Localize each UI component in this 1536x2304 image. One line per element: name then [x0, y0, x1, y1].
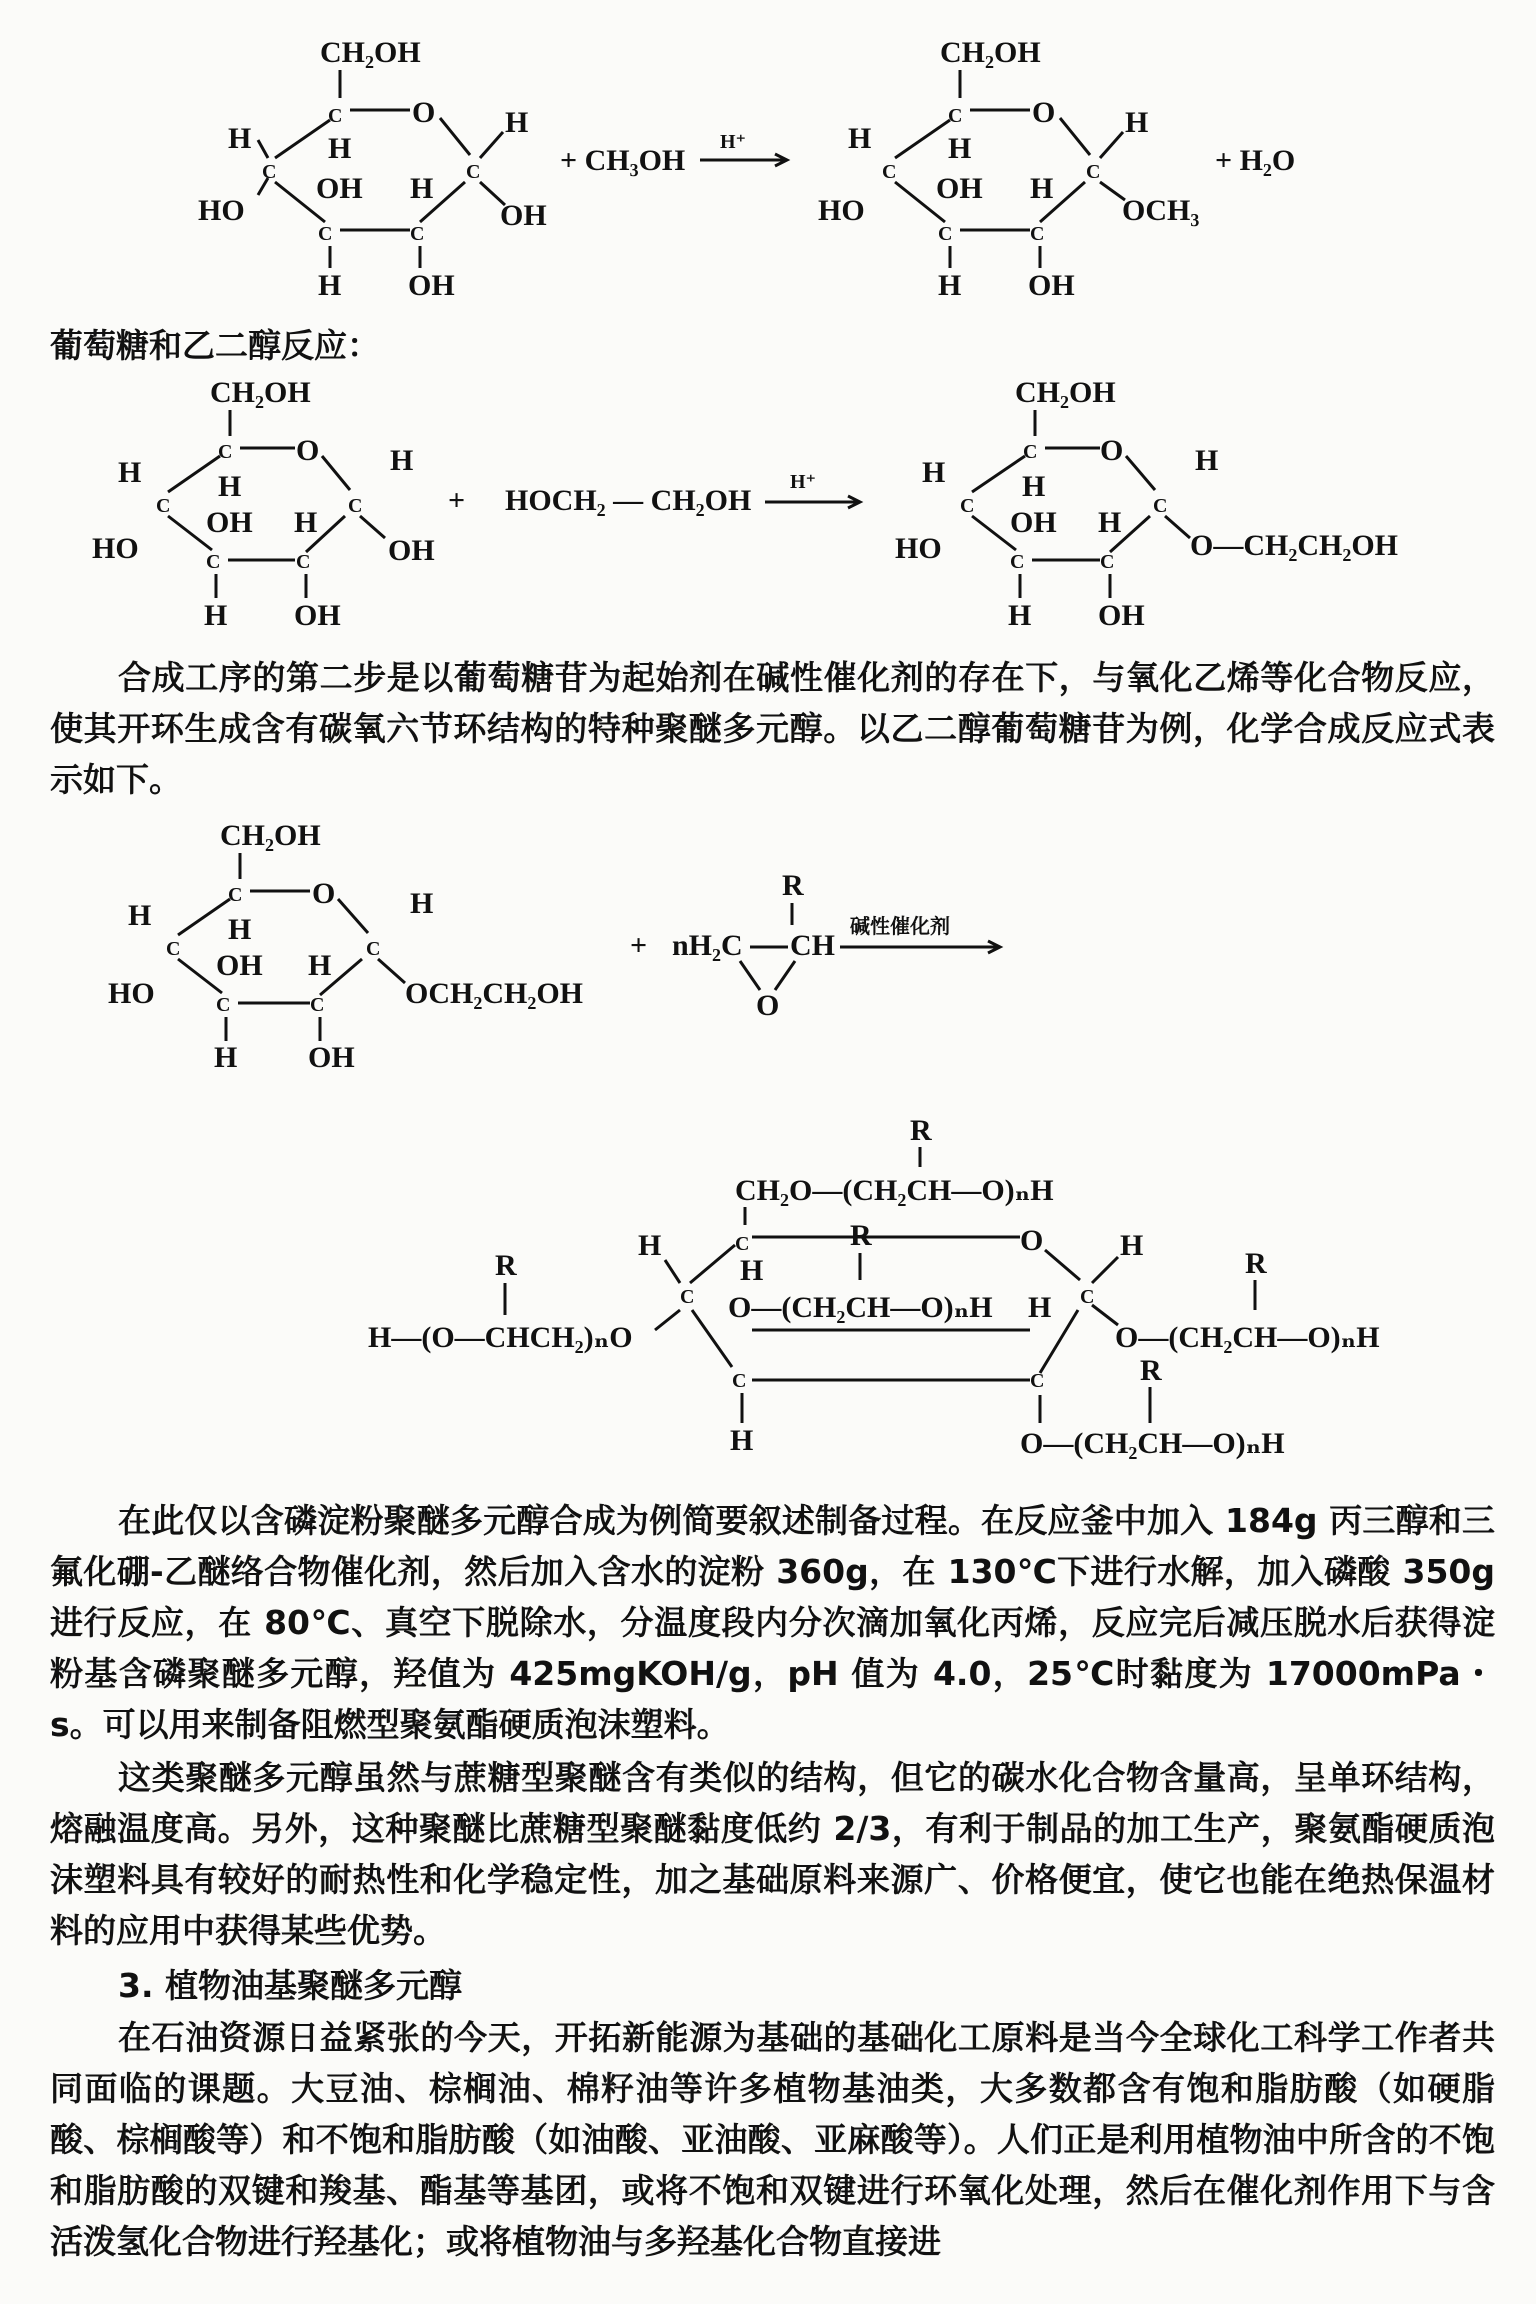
svg-text:C: C — [1030, 223, 1045, 245]
svg-text:C: C — [1010, 551, 1025, 573]
svg-text:C: C — [948, 105, 963, 127]
svg-text:H: H — [1125, 106, 1149, 139]
svg-text:H: H — [938, 269, 962, 302]
svg-text:C: C — [216, 994, 231, 1016]
ethoxy-substituent: OCH₂CH₂OH — [405, 977, 583, 1010]
svg-text:+: + — [630, 929, 648, 962]
svg-text:C: C — [1030, 1370, 1045, 1392]
middle-polyether-chain: O—(CH₂CH—O)ₙH — [728, 1291, 993, 1324]
ch2oh-label: CH₂OH — [320, 36, 421, 69]
svg-text:CH₂OH: CH₂OH — [210, 376, 311, 409]
svg-text:OH: OH — [408, 269, 455, 302]
svg-text:CH₂OH: CH₂OH — [220, 819, 321, 852]
svg-text:C: C — [318, 223, 333, 245]
ring-oxygen: O — [412, 96, 436, 129]
polyether-product — [0, 1105, 1536, 1485]
svg-text:OH: OH — [500, 199, 547, 232]
reaction-glucose-methanol — [0, 0, 1536, 310]
svg-text:C: C — [296, 551, 311, 573]
svg-text:R: R — [1245, 1247, 1267, 1280]
svg-text:OH: OH — [388, 534, 435, 567]
svg-text:C: C — [310, 994, 325, 1016]
svg-text:C: C — [735, 1233, 750, 1255]
ethylene-glycol: HOCH₂ — CH₂OH — [505, 484, 752, 517]
svg-text:H: H — [128, 899, 152, 932]
svg-text:H: H — [410, 172, 434, 205]
svg-text:HO: HO — [818, 194, 865, 227]
svg-text:H: H — [922, 456, 946, 489]
paragraph-phosphorus-starch: 在此仅以含磷淀粉聚醚多元醇合成为例简要叙述制备过程。在反应釜中加入 184g 丙三醇和三氟化硼-乙醚络合物催化剂，然后加入含水的淀粉 360g，在 130℃下进行水解，加入磷酸 350g 进行反应，在 80℃、真空下脱除水，分温度段内分次滴加氧化丙烯，反应完后减压脱水后获得淀粉基含磷聚醚多元醇，羟值为 425mgKOH/g，pH 值为 4.0，25℃时黏度为 17000mPa・s。可以用来制备阻燃型聚氨酯硬质泡沫塑料。 — [50, 1501, 1495, 1744]
svg-text:HO: HO — [92, 532, 139, 565]
svg-text:C: C — [228, 884, 243, 906]
svg-text:H: H — [204, 599, 228, 632]
svg-text:OH: OH — [936, 172, 983, 205]
svg-text:H: H — [638, 1229, 662, 1262]
svg-text:O: O — [296, 434, 320, 467]
glycol-glucoside-reactant — [108, 819, 583, 1074]
svg-text:C: C — [960, 495, 975, 517]
svg-text:C: C — [410, 223, 425, 245]
reaction-epoxide — [0, 815, 1536, 1105]
svg-text:C: C — [348, 495, 363, 517]
svg-text:H: H — [1195, 444, 1219, 477]
svg-text:H: H — [218, 470, 242, 503]
svg-text:C: C — [206, 551, 221, 573]
glucose-ring-left-2 — [92, 376, 435, 632]
svg-text:H⁺: H⁺ — [790, 471, 817, 493]
och3-label: OCH₃ — [1122, 194, 1200, 227]
reaction-1-structure — [0, 0, 1536, 310]
svg-text:+: + — [448, 484, 466, 517]
svg-text:OH: OH — [316, 172, 363, 205]
svg-text:HO: HO — [108, 977, 155, 1010]
svg-text:H: H — [1028, 1291, 1052, 1324]
svg-text:H: H — [1008, 599, 1032, 632]
svg-text:O: O — [756, 989, 780, 1022]
reaction-2-structure — [0, 370, 1536, 650]
svg-text:H: H — [505, 106, 529, 139]
svg-text:H: H — [848, 122, 872, 155]
svg-text:R: R — [850, 1219, 872, 1252]
svg-text:H: H — [228, 122, 252, 155]
svg-text:C: C — [262, 161, 277, 183]
svg-text:C: C — [1100, 551, 1115, 573]
svg-text:H: H — [740, 1254, 764, 1287]
product-structure — [0, 1105, 1536, 1485]
svg-text:H: H — [228, 913, 252, 946]
svg-text:C: C — [166, 938, 181, 960]
svg-text:C: C — [1080, 1286, 1095, 1308]
plus-water: + H₂O — [1215, 144, 1296, 177]
svg-text:OH: OH — [216, 949, 263, 982]
svg-text:R: R — [910, 1114, 932, 1147]
svg-text:C: C — [882, 161, 897, 183]
svg-text:H: H — [214, 1041, 238, 1074]
svg-text:OH: OH — [1028, 269, 1075, 302]
hydroxyethoxy-group: O—CH₂CH₂OH — [1190, 529, 1398, 562]
svg-text:O: O — [1020, 1224, 1044, 1257]
glycol-glucoside-ring — [895, 376, 1398, 632]
paragraph-step2: 合成工序的第二步是以葡萄糖苷为起始剂在碱性催化剂的存在下，与氧化乙烯等化合物反应，使其开环生成含有碳氧六节环结构的特种聚醚多元醇。以乙二醇葡萄糖苷为例，化学合成反应式表示如下。 — [50, 658, 1495, 799]
svg-text:H: H — [318, 269, 342, 302]
svg-text:C: C — [938, 223, 953, 245]
svg-text:nH₂C: nH₂C — [672, 929, 743, 962]
svg-text:HO: HO — [198, 194, 245, 227]
svg-text:R: R — [495, 1249, 517, 1282]
svg-text:C: C — [366, 938, 381, 960]
label-glucose-glycol: 葡萄糖和乙二醇反应： — [50, 326, 380, 365]
svg-text:H: H — [328, 132, 352, 165]
svg-text:O: O — [312, 877, 336, 910]
svg-text:C: C — [732, 1370, 747, 1392]
right-polyether-chain: O—(CH₂CH—O)ₙH — [1115, 1321, 1380, 1354]
svg-text:C: C — [1086, 161, 1101, 183]
glucose-ring-left — [198, 36, 547, 302]
svg-text:H: H — [730, 1424, 754, 1457]
svg-text:OH: OH — [308, 1041, 355, 1074]
svg-text:O: O — [1100, 434, 1124, 467]
svg-text:H: H — [1120, 1229, 1144, 1262]
svg-text:HO: HO — [895, 532, 942, 565]
svg-text:H: H — [294, 506, 318, 539]
svg-text:H: H — [410, 887, 434, 920]
svg-text:CH₂OH: CH₂OH — [940, 36, 1041, 69]
svg-text:H: H — [1098, 506, 1122, 539]
svg-text:C: C — [1023, 441, 1038, 463]
svg-text:OH: OH — [206, 506, 253, 539]
acid-catalyst: H⁺ — [720, 131, 747, 153]
top-polyether-chain: CH₂O—(CH₂CH—O)ₙH — [735, 1174, 1054, 1207]
svg-text:R: R — [782, 869, 804, 902]
svg-text:C: C — [466, 161, 481, 183]
bottom-polyether-chain: O—(CH₂CH—O)ₙH — [1020, 1427, 1285, 1460]
svg-text:CH: CH — [790, 929, 835, 962]
svg-text:C: C — [680, 1286, 695, 1308]
svg-text:H: H — [1022, 470, 1046, 503]
paragraph-vegetable-oil: 在石油资源日益紧张的今天，开拓新能源为基础的基础化工原料是当今全球化工科学工作者共同面临的课题。大豆油、棕榈油、棉籽油等许多植物基油类，大多数都含有饱和脂肪酸（如硬脂酸、棕榈酸等）和不饱和脂肪酸（如油酸、亚油酸、亚麻酸等）。人们正是利用植物油中所含的不饱和脂肪酸的双键和羧基、酯基等基团，或将不饱和双键进行环氧化处理，然后在催化剂作用下与含活泼氢化合物进行羟基化；或将植物油与多羟基化合物直接进 — [50, 2018, 1495, 2261]
plus-methanol: + CH₃OH — [560, 144, 686, 177]
svg-text:C: C — [156, 495, 171, 517]
svg-text:O: O — [1032, 96, 1056, 129]
svg-text:H: H — [948, 132, 972, 165]
ring-carbon: C — [328, 105, 343, 127]
reaction-3-structure — [0, 815, 1536, 1105]
svg-text:OH: OH — [1010, 506, 1057, 539]
svg-text:H: H — [1030, 172, 1054, 205]
svg-text:H: H — [308, 949, 332, 982]
svg-text:CH₂OH: CH₂OH — [1015, 376, 1116, 409]
svg-text:OH: OH — [294, 599, 341, 632]
left-polyether-chain: H—(O—CHCH₂)ₙO — [368, 1321, 633, 1354]
svg-text:C: C — [218, 441, 233, 463]
paragraph-comparison: 这类聚醚多元醇虽然与蔗糖型聚醚含有类似的结构，但它的碳水化合物含量高，呈单环结构，熔融温度高。另外，这种聚醚比蔗糖型聚醚黏度低约 2/3，有利于制品的加工生产，聚氨酯硬质泡沫塑料具有较好的耐热性和化学稳定性，加之基础原料来源广、价格便宜，使它也能在绝热保温材料的应用中获得某些优势。 — [50, 1758, 1495, 1950]
base-catalyst: 碱性催化剂 — [850, 916, 950, 938]
svg-text:R: R — [1140, 1354, 1162, 1387]
svg-text:H: H — [390, 444, 414, 477]
methyl-glucoside-ring — [818, 36, 1199, 302]
epoxide-reagent — [672, 869, 835, 1022]
svg-text:OH: OH — [1098, 599, 1145, 632]
section-heading-vegetable-oil: 3. 植物油基聚醚多元醇 — [118, 1966, 462, 2005]
svg-text:C: C — [1153, 495, 1168, 517]
reaction-glucose-glycol — [0, 370, 1536, 650]
svg-text:H: H — [118, 456, 142, 489]
